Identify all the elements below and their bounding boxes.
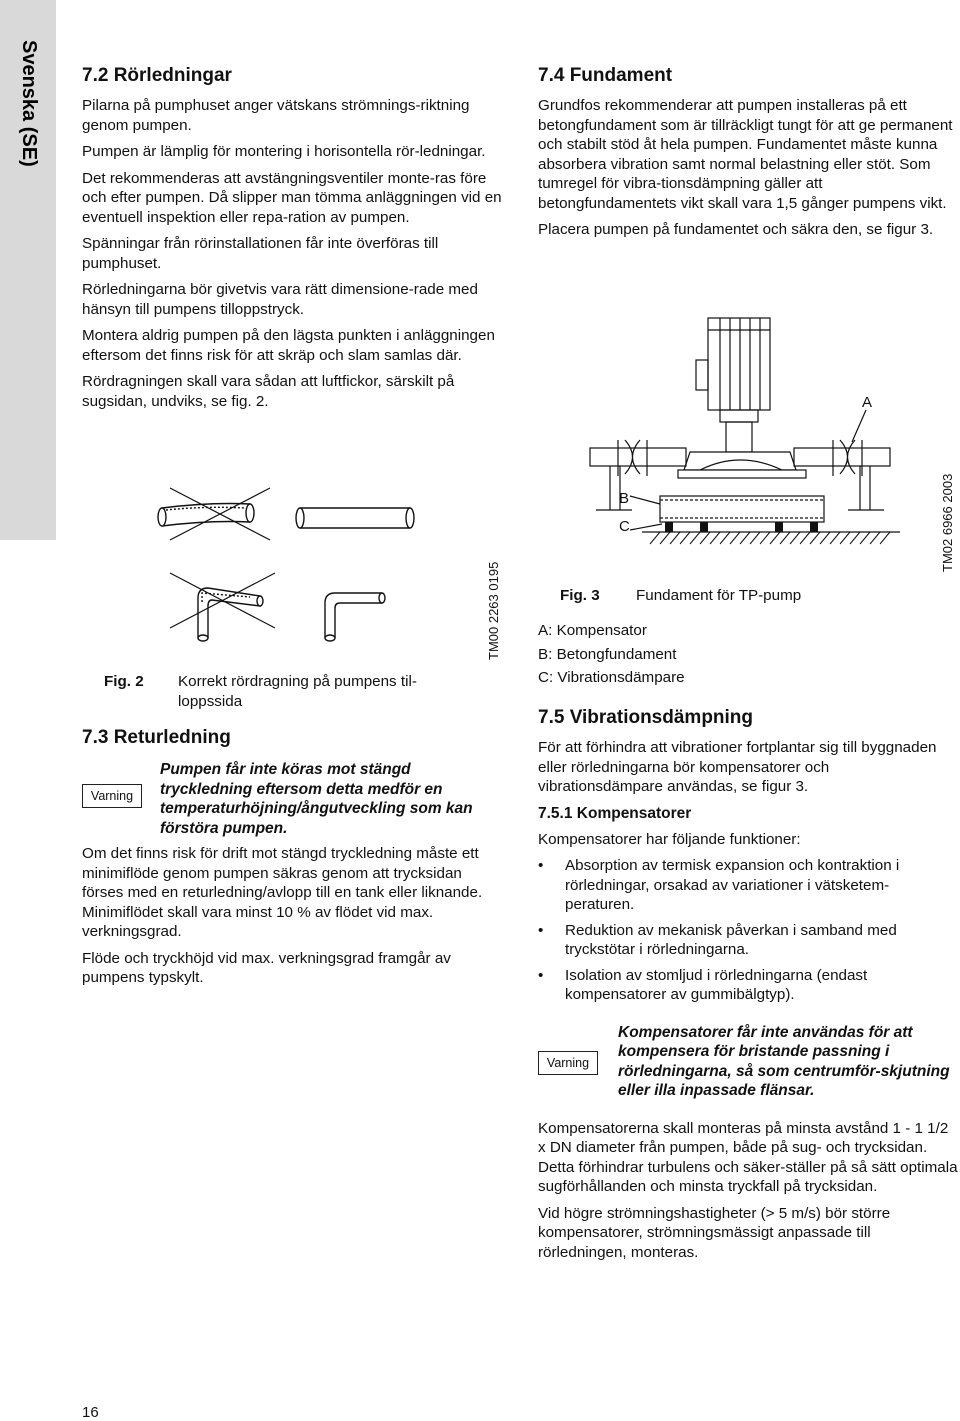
- pipe-left: [590, 448, 686, 466]
- paragraph: Rörledningarna bör givetvis vara rätt dimensione-rade med hänsyn till pumpens tilloppstryck.: [82, 281, 478, 318]
- figure-2-caption: Korrekt rördragning på pumpens til-loppssida: [178, 673, 417, 710]
- page-number: 16: [82, 1404, 99, 1421]
- paragraph: Kompensatorerna skall monteras på minsta avstånd 1 - 1 1/2 x DN diameter från pumpen, både på sug- och trycksidan. Detta förhindrar turbulens och säker-ställer på så sätt optimala sugförhållanden och minsta tryckfall på trycksidan.: [538, 1119, 958, 1195]
- figure-3-label-b: B: [619, 490, 630, 507]
- paragraph: Grundfos rekommenderar att pumpen installeras på ett betongfundament som är tillräckligt tungt för att ge permanent och stabilt stöd åt hela pumpen. Fundamentet måste kunna absorbera vibration samt normal belastning eller stöt. Som tumregel för vibra-tionsdämpning gäller att betongfundamentets vikt skall vara 1,5 gånger pumpens vikt.: [538, 97, 953, 212]
- bullet: •: [538, 921, 544, 939]
- list-item-text: Absorption av termisk expansion och kontraktion i rörledningar, orsakad av variationer i vätsketem-peraturen.: [565, 857, 900, 913]
- vibration-dampers: [665, 522, 818, 532]
- paragraph: Placera pumpen på fundamentet och säkra den, se figur 3.: [538, 221, 934, 238]
- warning-block: [538, 1023, 958, 1119]
- correct-straight-pipe: [296, 508, 414, 528]
- bullet: •: [538, 857, 544, 874]
- paragraph: Pilarna på pumphuset anger vätskans strömnings-riktning genom pumpen.: [82, 97, 470, 134]
- figure-3-legend: [538, 621, 938, 692]
- figure-3-code: TM02 6966 2003: [940, 473, 955, 572]
- warning-label: Varning: [82, 784, 142, 808]
- paragraph: Om det finns risk för drift mot stängd tryckledning måste ett minimiflöde genom pumpen säkras genom att trycksidan förses med en returledning/avlopp till en tank eller liknande. Minimiflödet skall vara minst 10 % av flödet vid max. verkningsgrad.: [82, 845, 483, 940]
- section-7-2-heading: 7.2 Rörledningar: [82, 65, 232, 86]
- figure-2-label: Fig. 2: [104, 673, 144, 690]
- motor-housing: [708, 318, 770, 410]
- legend-item: A: Kompensator: [538, 622, 647, 639]
- paragraph: Spänningar från rörinstallationen får inte överföras till pumphuset.: [82, 235, 439, 272]
- right-column-lower: [538, 706, 958, 1269]
- figure-2-code: TM00 2263 0195: [486, 561, 501, 660]
- right-column: [538, 64, 958, 247]
- section-7-5-1-heading: 7.5.1 Kompensatorer: [538, 804, 692, 822]
- function-list: [538, 856, 958, 1005]
- language-tab-label: Svenska (SE): [18, 40, 40, 167]
- figure-3-label-c: C: [619, 518, 630, 535]
- paragraph: För att förhindra att vibrationer fortplantar sig till byggnaden eller rörledningarna bör kompensatorer och vibrationsdämpare användas, se figur 3.: [538, 739, 937, 795]
- paragraph: Flöde och tryckhöjd vid max. verkningsgrad framgår av pumpens typskylt.: [82, 949, 451, 986]
- list-item: [538, 966, 958, 1005]
- section-7-4-heading: 7.4 Fundament: [538, 65, 673, 86]
- warning-block: [82, 758, 502, 844]
- figure-3-label: Fig. 3: [560, 587, 600, 604]
- figure-3-caption: Fundament för TP-pump: [636, 587, 802, 604]
- ground-hatching: [650, 532, 890, 544]
- section-7-5-heading: 7.5 Vibrationsdämpning: [538, 707, 754, 728]
- left-column: [82, 64, 502, 418]
- left-column-lower: [82, 726, 502, 995]
- legend-item: B: Betongfundament: [538, 645, 677, 663]
- paragraph: Kompensatorer har följande funktioner:: [538, 830, 801, 848]
- paragraph: Det rekommenderas att avstängningsventiler monte-ras före och efter pumpen. Då slipper man tömma anläggningen vid en eventuell inspektion eller repa-ration av pumpen.: [82, 169, 502, 226]
- legend-item: C: Vibrationsdämpare: [538, 669, 685, 686]
- bullet: •: [538, 966, 544, 984]
- paragraph: Pumpen är lämplig för montering i horisontella rör-ledningar.: [82, 143, 486, 160]
- warning-text: Pumpen får inte köras mot stängd tryckledning eftersom detta medför en temperaturhöjning/ångutveckling som kan förstöra pumpen.: [160, 761, 473, 837]
- pump-casing: [684, 452, 796, 470]
- warning-label: Varning: [538, 1051, 598, 1075]
- figure-3-label-a: A: [862, 394, 873, 411]
- figure-2-pipe-drawing: [150, 478, 480, 668]
- warning-text: Kompensatorer får inte användas för att kompensera för bristande passning i rörledningarna, så som centrumför-skjutning eller illa inpassade flänsar.: [618, 1023, 950, 1099]
- pipe-right: [794, 448, 890, 466]
- paragraph: Rördragningen skall vara sådan att luftfickor, särskilt på sugsidan, undviks, se fig. 2.: [82, 373, 455, 410]
- paragraph: Vid högre strömningshastigheter (> 5 m/s) bör större kompensatorer, strömningsmässigt anpassade till rörledningen, monteras.: [538, 1204, 891, 1261]
- section-7-3-heading: 7.3 Returledning: [82, 727, 231, 748]
- language-side-tab: [0, 0, 56, 540]
- list-item: [538, 856, 958, 915]
- paragraph: Montera aldrig pumpen på den lägsta punkten i anläggningen eftersom det finns risk för att skräp och slam samlas där.: [82, 327, 495, 364]
- list-item: [538, 921, 958, 960]
- list-item-text: Isolation av stomljud i rörledningarna (endast kompensatorer av gummibälgtyp).: [565, 966, 868, 1003]
- correct-bend-pipe: [325, 593, 385, 641]
- list-item-text: Reduktion av mekanisk påverkan i samband med tryckstötar i rörledningarna.: [565, 921, 897, 958]
